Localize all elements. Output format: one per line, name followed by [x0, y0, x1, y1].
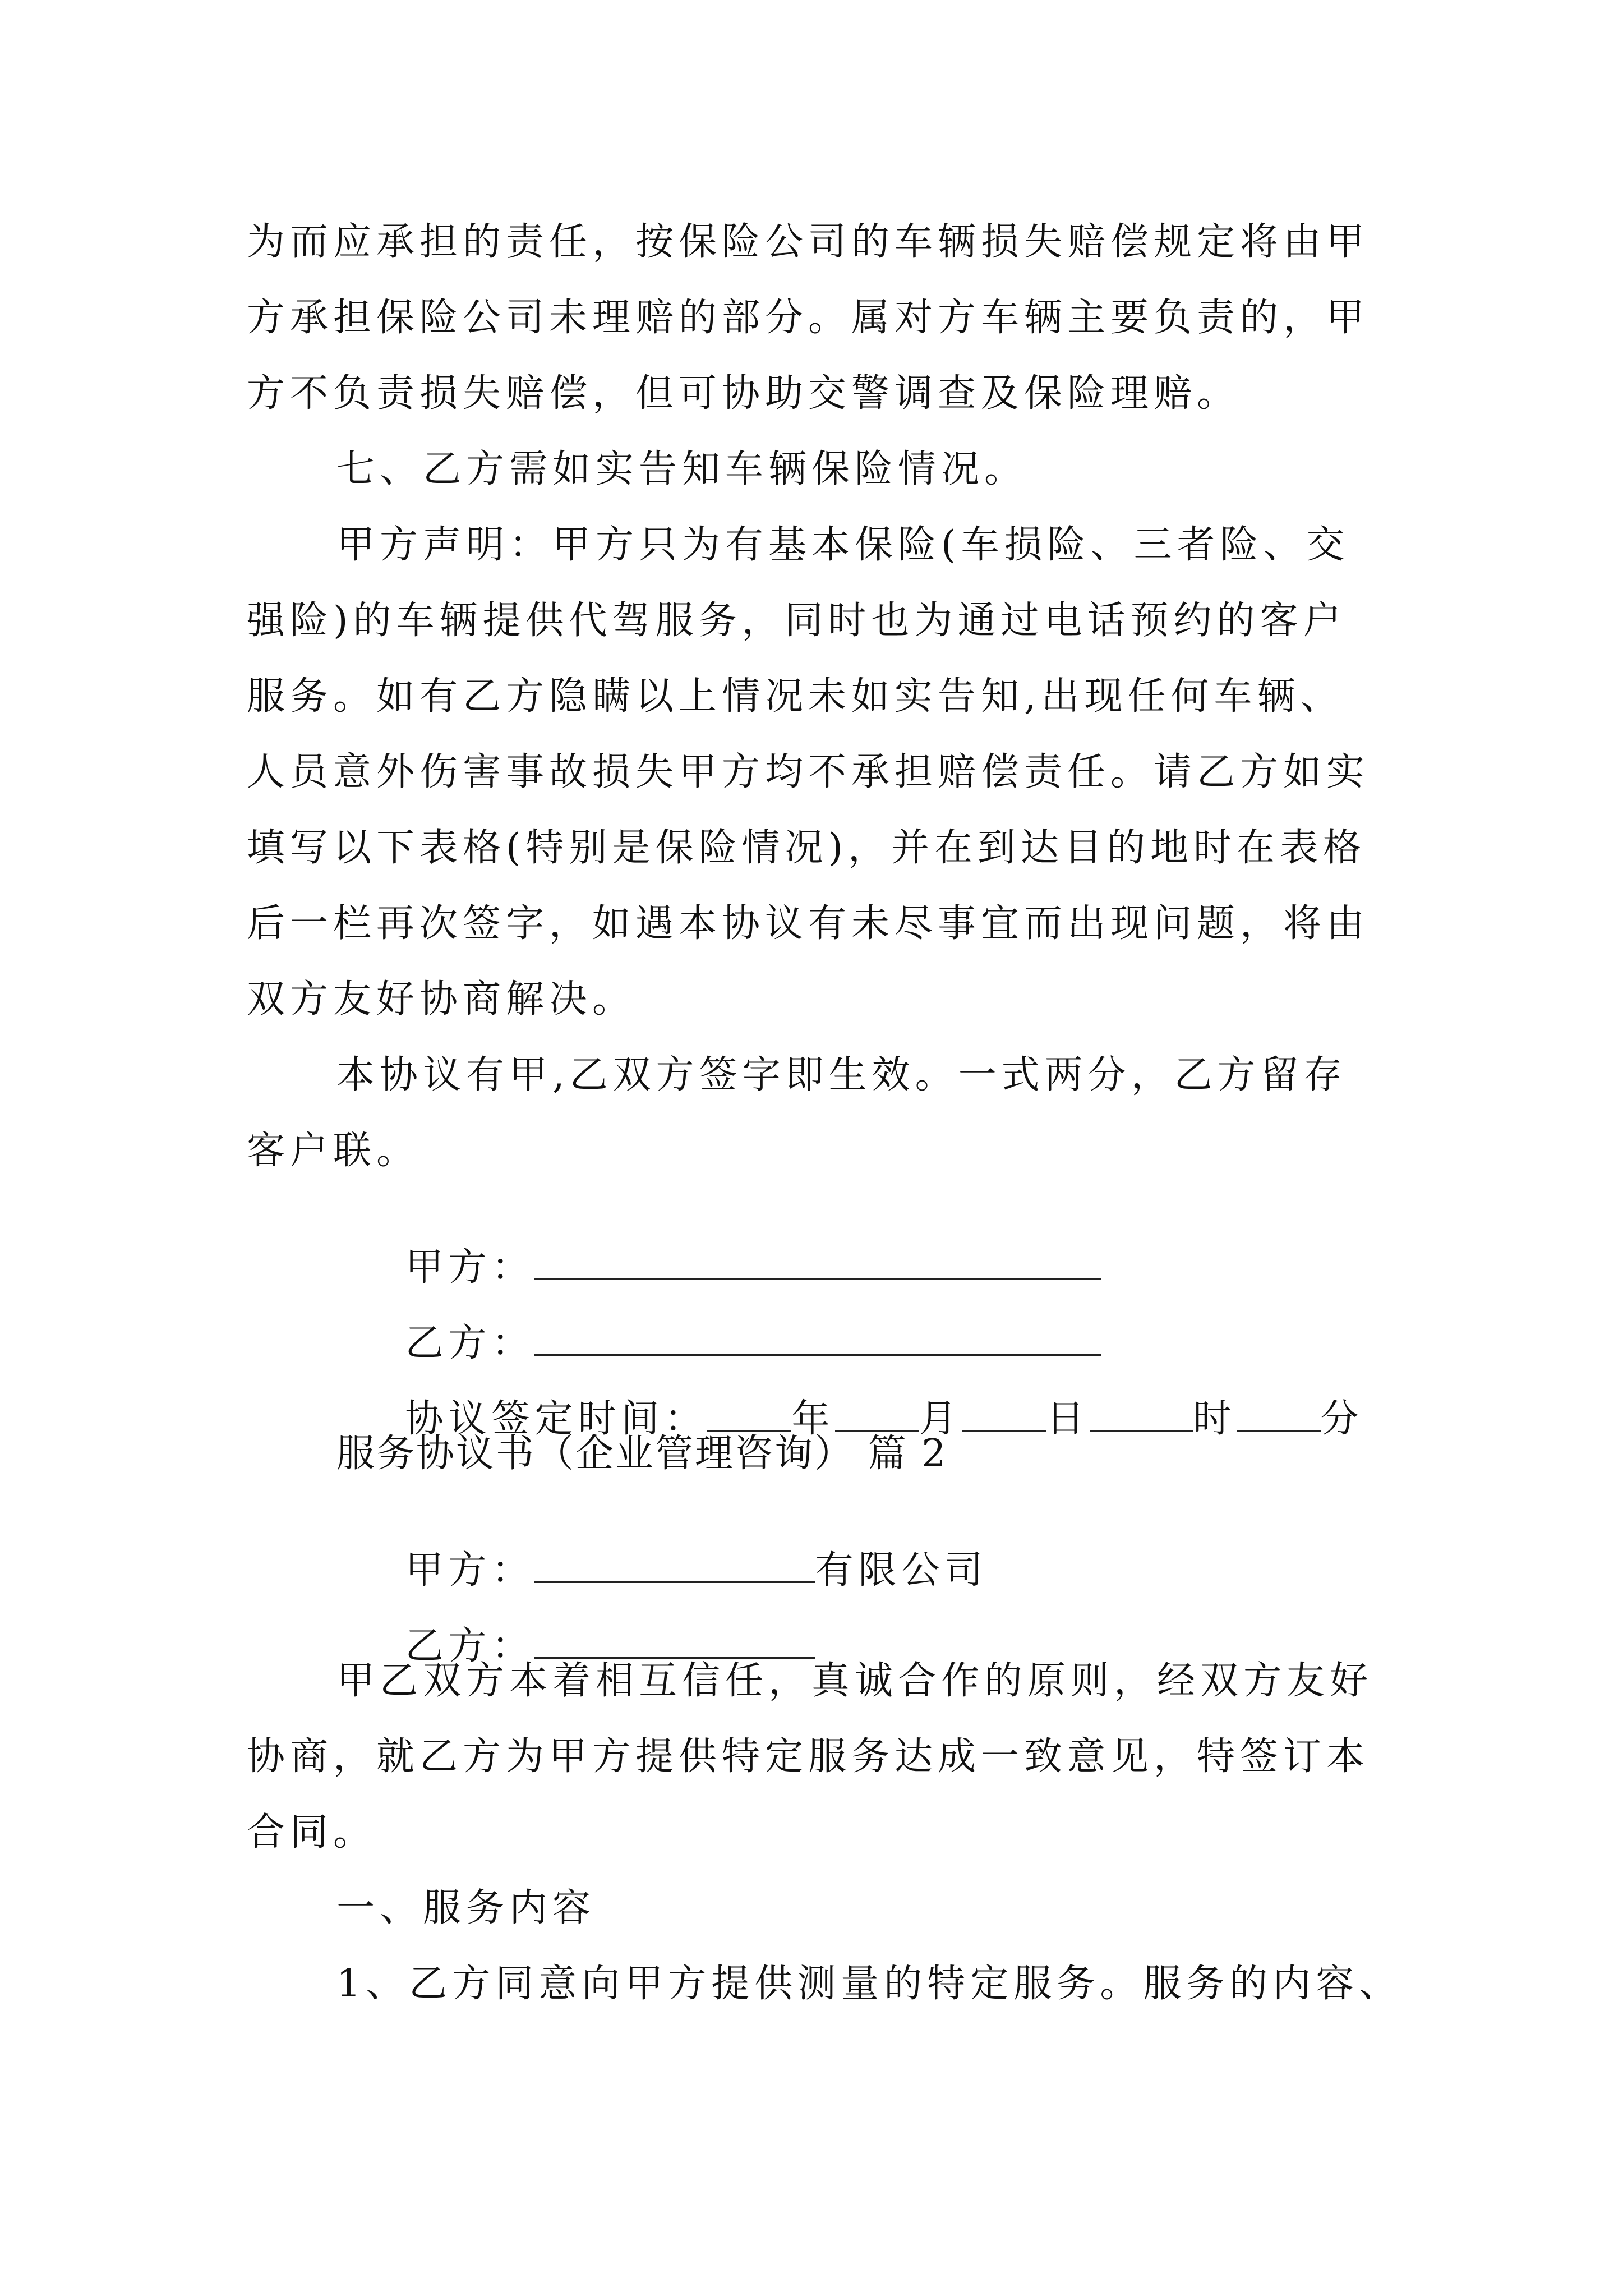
s2-party-a-blank[interactable] — [534, 1549, 815, 1583]
day-blank[interactable] — [962, 1397, 1046, 1432]
s2-item-1: 1、乙方同意向甲方提供测量的特定服务。服务的内容、 — [336, 1962, 1403, 2006]
declaration-line: 甲方声明：甲方只为有基本保险(车损险、三者险、交 — [336, 523, 1350, 567]
party-b-blank[interactable] — [534, 1322, 1101, 1356]
year-blank[interactable] — [707, 1397, 791, 1432]
declaration-line: 后一栏再次签字，如遇本协议有未尽事宜而出现问题，将由 — [247, 901, 1370, 946]
year-label: 年 — [791, 1397, 835, 1441]
minute-label: 分 — [1320, 1397, 1364, 1441]
s2-intro-line: 甲乙双方本着相互信任，真诚合作的原则，经双方友好 — [336, 1659, 1373, 1703]
paragraph-line: 方不负责损失赔偿，但可协助交警调查及保险理赔。 — [247, 371, 1241, 416]
hour-blank[interactable] — [1090, 1397, 1193, 1432]
s2-party-b-label: 乙方： — [405, 1624, 535, 1668]
declaration-line: 人员意外伤害事故损失甲方均不承担赔偿责任。请乙方如实 — [247, 750, 1370, 794]
s2-party-a-suffix: 有限公司 — [815, 1548, 988, 1593]
s2-party-a-label: 甲方： — [405, 1548, 535, 1593]
section-2-title: 服务协议书（企业管理咨询） 篇 2 — [336, 1432, 948, 1476]
clause-item-7: 七、乙方需如实告知车辆保险情况。 — [336, 447, 1028, 491]
declaration-line: 双方友好协商解决。 — [247, 977, 636, 1022]
declaration-line: 强险)的车辆提供代驾服务，同时也为通过电话预约的客户 — [247, 599, 1347, 643]
day-label: 日 — [1046, 1397, 1090, 1441]
sign-time-label: 协议签定时间： — [405, 1397, 708, 1441]
hour-label: 时 — [1193, 1397, 1237, 1441]
s2-heading-1: 一、服务内容 — [336, 1886, 596, 1930]
paragraph-line: 为而应承担的责任，按保险公司的车辆损失赔偿规定将由甲 — [247, 220, 1370, 264]
effect-line: 本协议有甲,乙双方签字即生效。一式两分，乙方留存 — [336, 1053, 1347, 1097]
party-b-label: 乙方： — [405, 1321, 535, 1365]
effect-line: 客户联。 — [247, 1129, 420, 1173]
party-a-label: 甲方： — [405, 1245, 535, 1290]
declaration-line: 填写以下表格(特别是保险情况)，并在到达目的地时在表格 — [247, 826, 1367, 870]
party-a-blank[interactable] — [534, 1246, 1101, 1280]
s2-intro-line: 合同。 — [247, 1810, 377, 1855]
minute-blank[interactable] — [1237, 1397, 1321, 1432]
month-label: 月 — [919, 1397, 962, 1441]
month-blank[interactable] — [835, 1397, 919, 1432]
declaration-line: 服务。如有乙方隐瞒以上情况未如实告知,出现任何车辆、 — [247, 674, 1344, 719]
paragraph-line: 方承担保险公司未理赔的部分。属对方车辆主要负责的，甲 — [247, 296, 1370, 340]
s2-intro-line: 协商，就乙方为甲方提供特定服务达成一致意见，特签订本 — [247, 1734, 1370, 1779]
s2-party-b-blank[interactable] — [534, 1625, 815, 1659]
